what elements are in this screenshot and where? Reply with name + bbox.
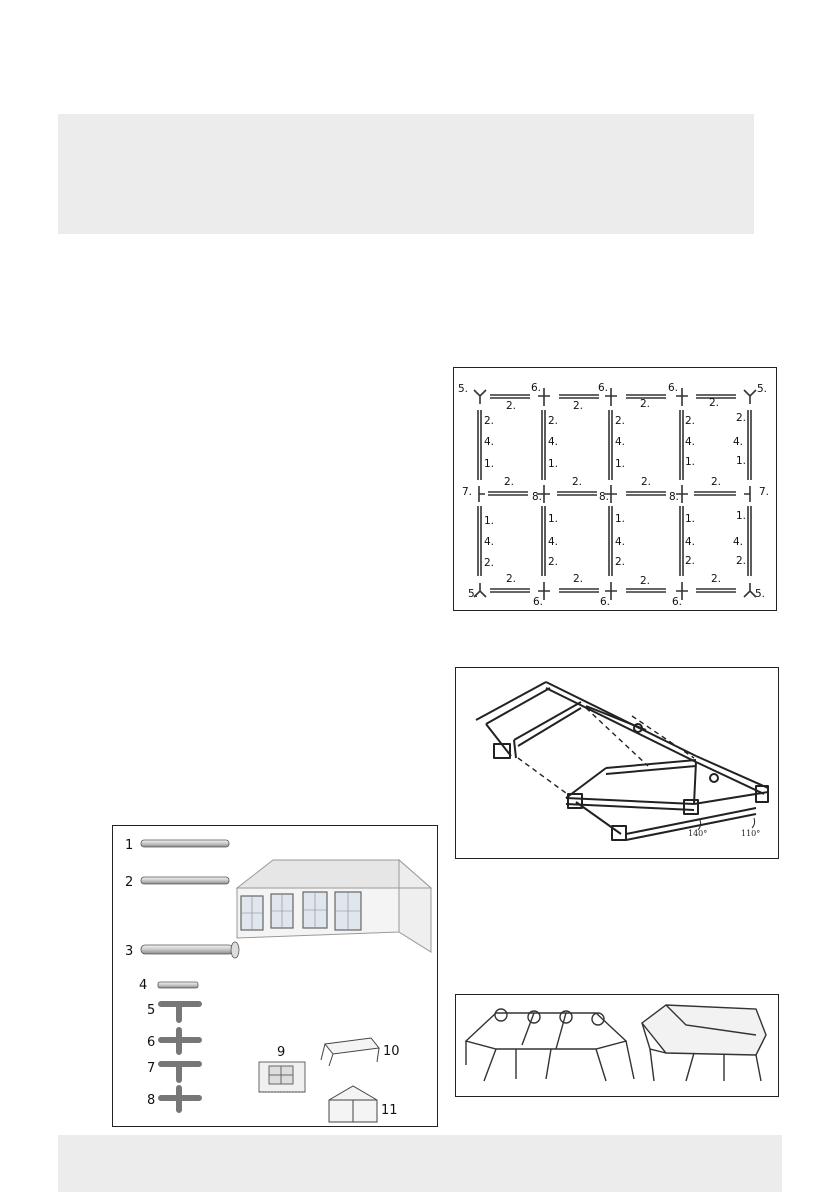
roof-frame-svg bbox=[456, 668, 778, 858]
label-corner-br: 5. bbox=[755, 588, 766, 600]
top-banner bbox=[58, 114, 754, 234]
label-mid-left: 7. bbox=[462, 486, 473, 498]
label-post-u-2c: 1. bbox=[548, 458, 559, 470]
label-bottom-joint-1: 6. bbox=[533, 596, 544, 608]
label-beam-r1-1: 2. bbox=[506, 400, 517, 412]
label-top-joint-2: 6. bbox=[598, 382, 609, 394]
label-post-l-5b: 4. bbox=[733, 536, 744, 548]
label-mid-center-1: 8. bbox=[532, 491, 543, 503]
label-top-joint-3: 6. bbox=[668, 382, 679, 394]
label-beam-r3-1: 2. bbox=[506, 573, 517, 585]
label-post-l-3a: 1. bbox=[615, 513, 626, 525]
part-10-roof-cover bbox=[321, 1038, 379, 1066]
label-beam-r3-3: 2. bbox=[640, 575, 651, 587]
part-label-9: 9 bbox=[277, 1045, 286, 1060]
label-beam-r1-3: 2. bbox=[640, 398, 651, 410]
part-label-1: 1 bbox=[125, 838, 134, 853]
part-9-side-wall bbox=[259, 1062, 305, 1092]
part-2-pole bbox=[141, 877, 229, 884]
part-label-5: 5 bbox=[147, 1003, 156, 1018]
label-post-u-1a: 2. bbox=[484, 415, 495, 427]
label-top-joint-1: 6. bbox=[531, 382, 542, 394]
label-beam-r2-1: 2. bbox=[504, 476, 515, 488]
part-11-end-wall bbox=[329, 1086, 377, 1122]
raising-frame-diagram bbox=[455, 994, 779, 1097]
part-5-connector bbox=[161, 1004, 199, 1020]
angle-label-110: 110° bbox=[741, 829, 761, 838]
label-corner-bl: 5. bbox=[468, 588, 479, 600]
label-corner-tr: 5. bbox=[757, 383, 768, 395]
label-beam-r3-4: 2. bbox=[711, 573, 722, 585]
label-post-u-1b: 4. bbox=[484, 436, 495, 448]
label-post-l-5a: 1. bbox=[736, 510, 747, 522]
label-post-l-1b: 4. bbox=[484, 536, 495, 548]
part-label-2: 2 bbox=[125, 875, 134, 890]
label-post-u-2a: 2. bbox=[548, 415, 559, 427]
label-post-u-1c: 1. bbox=[484, 458, 495, 470]
label-beam-r1-4: 2. bbox=[709, 397, 720, 409]
parts-svg bbox=[113, 826, 437, 1126]
label-post-l-2c: 2. bbox=[548, 556, 559, 568]
raising-frame-svg bbox=[456, 995, 778, 1096]
part-label-3: 3 bbox=[125, 944, 134, 959]
label-beam-r2-4: 2. bbox=[711, 476, 722, 488]
label-beam-r1-2: 2. bbox=[573, 400, 584, 412]
label-post-l-4c: 2. bbox=[685, 555, 696, 567]
label-post-u-4a: 2. bbox=[685, 415, 696, 427]
part-label-6: 6 bbox=[147, 1035, 156, 1050]
tent-illustration bbox=[237, 860, 431, 952]
part-label-11: 11 bbox=[381, 1103, 398, 1118]
label-post-u-5c: 1. bbox=[736, 455, 747, 467]
label-post-u-3c: 1. bbox=[615, 458, 626, 470]
label-mid-center-2: 8. bbox=[599, 491, 610, 503]
label-post-l-3b: 4. bbox=[615, 536, 626, 548]
grid-layout-svg bbox=[454, 368, 776, 610]
label-bottom-joint-2: 6. bbox=[600, 596, 611, 608]
label-post-u-2b: 4. bbox=[548, 436, 559, 448]
label-post-l-5c: 2. bbox=[736, 555, 747, 567]
part-label-4: 4 bbox=[139, 978, 148, 993]
part-label-7: 7 bbox=[147, 1061, 156, 1076]
part-3-foot-pole bbox=[141, 945, 233, 954]
part-8-connector bbox=[161, 1088, 199, 1110]
label-post-l-1c: 2. bbox=[484, 557, 495, 569]
part-3-foot-plate bbox=[231, 942, 239, 958]
label-post-l-3c: 2. bbox=[615, 556, 626, 568]
grid-layout-diagram bbox=[453, 367, 777, 611]
bottom-banner bbox=[58, 1135, 782, 1192]
label-beam-r2-2: 2. bbox=[572, 476, 583, 488]
part-7-connector bbox=[161, 1064, 199, 1080]
label-post-l-4b: 4. bbox=[685, 536, 696, 548]
part-6-connector bbox=[161, 1030, 199, 1052]
label-post-u-5a: 2. bbox=[736, 412, 747, 424]
angle-label-140: 140° bbox=[688, 829, 708, 838]
label-mid-center-3: 8. bbox=[669, 491, 680, 503]
label-bottom-joint-3: 6. bbox=[672, 596, 683, 608]
label-post-u-5b: 4. bbox=[733, 436, 744, 448]
label-post-l-4a: 1. bbox=[685, 513, 696, 525]
part-label-8: 8 bbox=[147, 1093, 156, 1108]
label-post-u-4b: 4. bbox=[685, 436, 696, 448]
label-post-u-3b: 4. bbox=[615, 436, 626, 448]
part-4-connector bbox=[158, 982, 198, 988]
label-post-u-4c: 1. bbox=[685, 456, 696, 468]
part-label-10: 10 bbox=[383, 1044, 400, 1059]
label-post-u-3a: 2. bbox=[615, 415, 626, 427]
label-corner-tl: 5. bbox=[458, 383, 469, 395]
parts-panel bbox=[112, 825, 438, 1127]
angle-arrow-right-icon bbox=[752, 818, 755, 828]
part-1-pole bbox=[141, 840, 229, 847]
roof-frame-diagram bbox=[455, 667, 779, 859]
label-mid-right: 7. bbox=[759, 486, 770, 498]
label-post-l-1a: 1. bbox=[484, 515, 495, 527]
label-post-l-2a: 1. bbox=[548, 513, 559, 525]
label-beam-r2-3: 2. bbox=[641, 476, 652, 488]
label-post-l-2b: 4. bbox=[548, 536, 559, 548]
label-beam-r3-2: 2. bbox=[573, 573, 584, 585]
